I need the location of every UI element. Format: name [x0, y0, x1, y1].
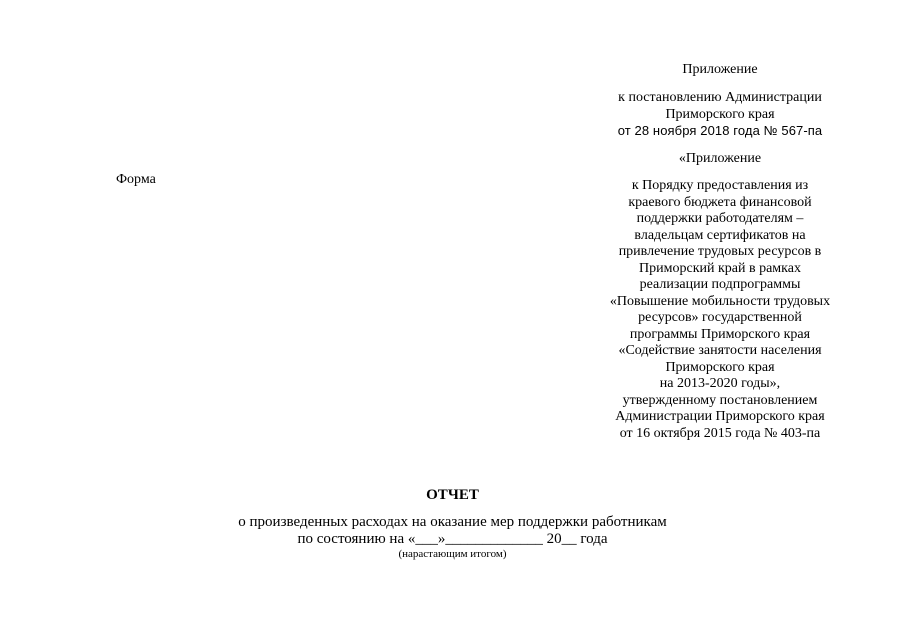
report-as-of-line: по состоянию на «___»_____________ 20__ года [297, 531, 608, 547]
order-line: Приморский край в рамках [639, 260, 801, 276]
order-reference [585, 178, 855, 442]
quote-appendix-header [585, 151, 855, 168]
order-line: к Порядку предоставления из [631, 178, 809, 193]
appendix-header [585, 62, 855, 79]
order-line: владельцам сертификатов на [634, 227, 806, 243]
order-line: поддержки работодателям – [636, 211, 804, 226]
order-line: Приморского края [665, 359, 775, 375]
order-line: утвержденному постановлением [622, 392, 818, 408]
resolution-date: от 28 ноября 2018 года № 567-па [617, 123, 823, 138]
order-line: «Повышение мобильности трудовых [609, 293, 831, 309]
order-line: на 2013-2020 годы», [659, 376, 781, 391]
resolution-line: Приморского края [665, 106, 775, 122]
report-subtitle-block [0, 514, 905, 560]
order-line: программы Приморского края [629, 326, 811, 342]
resolution-reference [585, 90, 855, 140]
order-line: реализации подпрограммы [639, 277, 801, 292]
order-line: привлечение трудовых ресурсов в [618, 244, 822, 259]
report-subtitle: о произведенных расходах на оказание мер поддержки работникам [238, 514, 667, 530]
report-title: ОТЧЕТ [426, 487, 479, 503]
order-line: «Содействие занятости населения [618, 343, 822, 358]
appendix-label: Приложение [682, 62, 758, 77]
form-label: Форма [116, 172, 156, 187]
order-line: ресурсов» государственной [638, 310, 802, 325]
order-line: от 16 октября 2015 года № 403-па [619, 425, 821, 441]
order-line: краевого бюджета финансовой [628, 194, 812, 210]
order-line: Администрации Приморского края [615, 409, 825, 424]
cumulative-note: (нарастающим итогом) [398, 548, 507, 560]
quote-appendix-label: «Приложение [678, 151, 762, 166]
resolution-line: к постановлению Администрации [618, 90, 822, 105]
